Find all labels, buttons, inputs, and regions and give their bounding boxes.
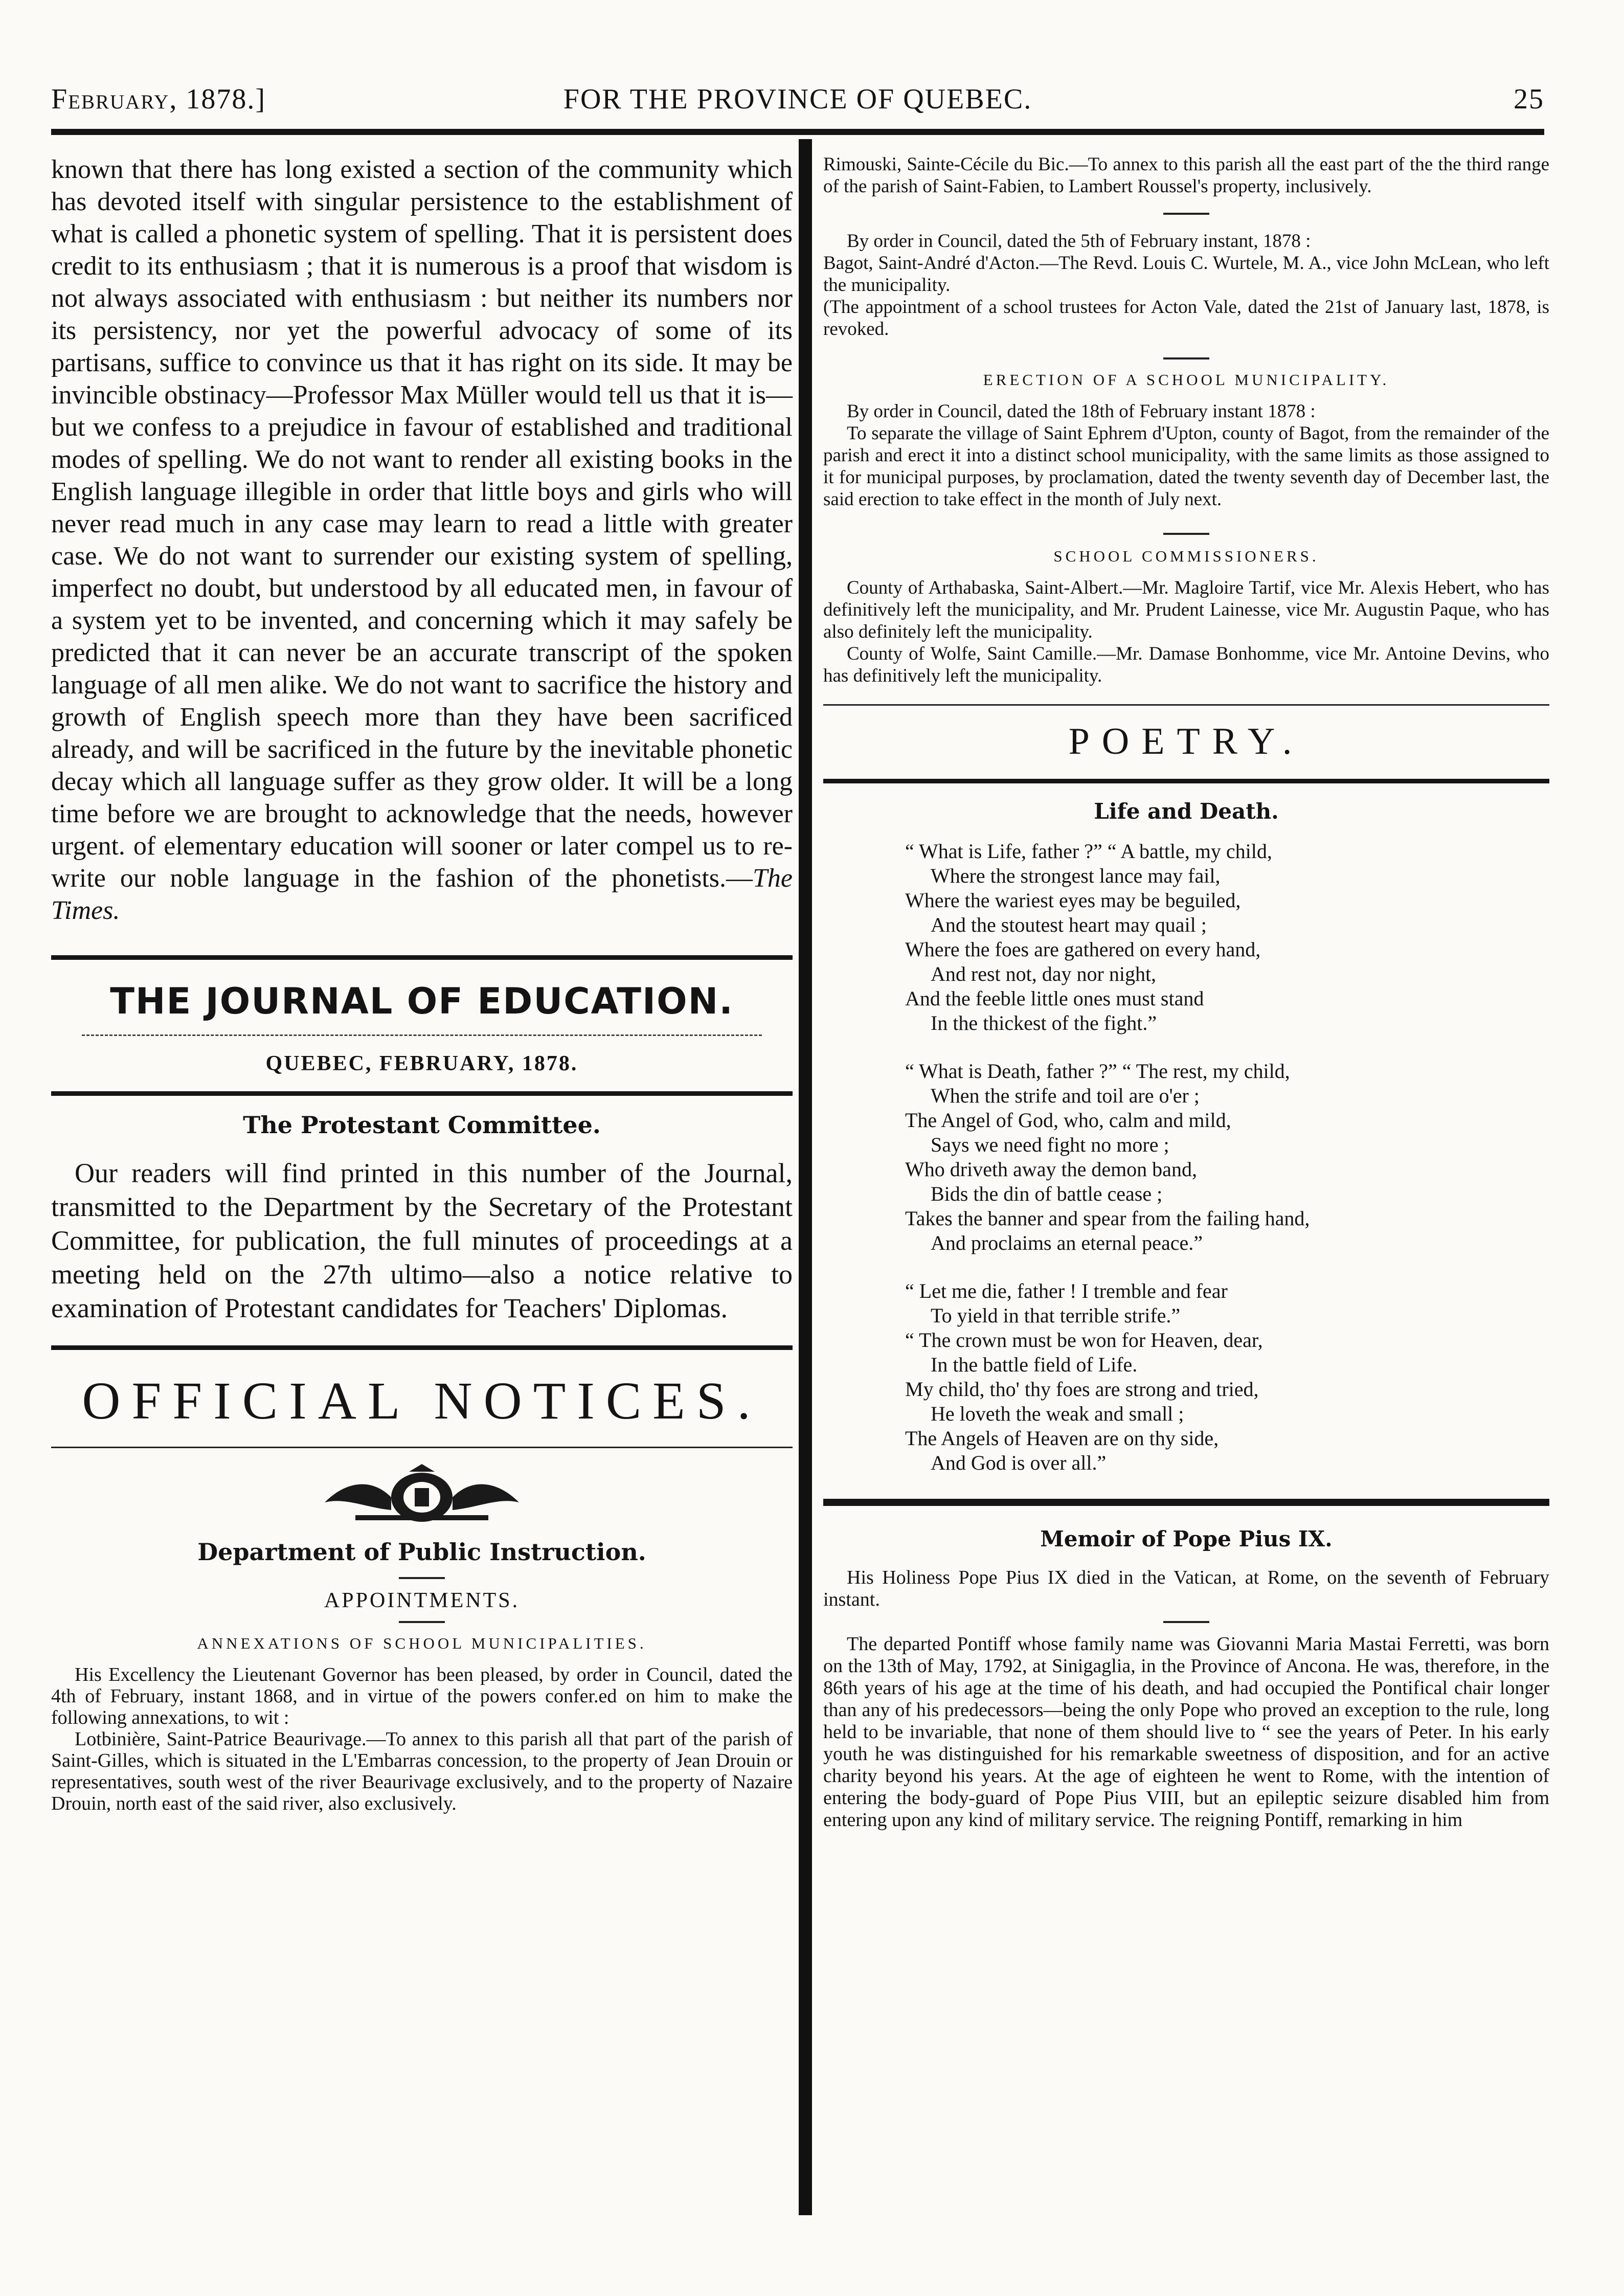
page-header [51, 72, 1544, 128]
article-text: known that there has long existed a section of the community which has devoted itself with singular persistence to the establishment of what is called a phonetic system of spelling. That it is persistent does credit to its enthusiasm ; that it is numerous is a proof that wisdom is not always associated with enthusiasm : but neither its numbers nor its persistency, nor yet the powerful advocacy of some of its partisans, suffice to convince us that it has right on its side. It may be invincible obstinacy—Professor Max Müller would tell us that it is—but we confess to a prejudice in favour of established and traditional modes of spelling. We do not want to render all existing books in the English language illegible in order that little boys and girls who will never read much in any case may learn to read a little with greater case. We do not want to surrender our existing system of spelling, imperfect no doubt, but understood by all educated men, in favour of a system yet to be invented, and concerning which it may safely be predicted that it can never be an accurate transcript of the spoken language of all men alike. We do not want to sacrifice the history and growth of English speech more than they have been sacrificed already, and will be sacrificed in the future by the inevitable phonetic decay which all language suffer as they grow older. It will be a long time before we are brought to acknowledge that the needs, however urgent. of elementary education will sooner or later compel us to re-write our noble language in the fashion of the phonetists.— [51, 155, 793, 893]
short-rule [399, 1577, 445, 1579]
order-in-council-5th: By order in Council, dated the 5th of February instant, 1878 : [847, 231, 1311, 252]
poem-line: Where the foes are gathered on every hand, [905, 938, 1261, 961]
short-rule [1163, 533, 1209, 535]
coat-of-arms-ornament [314, 1461, 529, 1528]
header-date: February, 1878.] [51, 83, 266, 115]
poem-line: Where the wariest eyes may be beguiled, [905, 889, 1241, 912]
commissioners-heading: SCHOOL COMMISSIONERS. [1053, 547, 1319, 565]
short-rule [1163, 1621, 1209, 1623]
annexation-rimouski: Rimouski, Sainte-Cécile du Bic.—To annex to this parish all the east part of the the third range of the parish of Saint-Fabien, to Lambert Roussel's property, inclusively. [823, 154, 1549, 197]
commissioners-arthabaska: County of Arthabaska, Saint-Albert.—Mr. Magloire Tartif, vice Mr. Alexis Hebert, who has definitively left the municipality, and Mr. Prudent Lainesse, vice Mr. Augustin Paque, who has also definitely left the municipality. [823, 577, 1549, 642]
journal-title: THE JOURNAL OF EDUCATION. [110, 980, 734, 1022]
column-divider [799, 139, 812, 2215]
poem-title: Life and Death. [1094, 799, 1279, 824]
protestant-committee-text: Our readers will find printed in this number of the Journal, transmitted to the Department by the Secretary of the Protestant Committee, for publication, the full minutes of proceedings at a meeting held on the 27th ultimo—also a notice relative to examination of Protestant candidates for Teachers' Diplomas. [51, 1158, 793, 1323]
poem-line: And rest not, day nor night, [931, 962, 1157, 985]
header-title: FOR THE PROVINCE OF QUEBEC. [563, 83, 1032, 115]
poem-line: When the strife and toil are o'er ; [931, 1084, 1200, 1107]
short-rule [399, 1621, 445, 1623]
order-in-council-18th: By order in Council, dated the 18th of February instant 1878 : [847, 401, 1316, 422]
memoir-intro: His Holiness Pope Pius IX died in the Vatican, at Rome, on the seventh of February instant. [823, 1567, 1549, 1610]
poem-line: And proclaims an eternal peace.” [931, 1231, 1203, 1254]
poetry-heading: POETRY. [1068, 721, 1304, 762]
article-source: The Times. [51, 864, 793, 925]
department-heading: Department of Public Instruction. [197, 1538, 646, 1566]
poem-line: “ What is Life, father ?” “ A battle, my child, [905, 840, 1272, 863]
section-rule [51, 1345, 793, 1350]
poem-line: Bids the din of battle cease ; [931, 1182, 1163, 1205]
section-rule [823, 704, 1549, 706]
section-rule [51, 1091, 793, 1096]
poem-life-and-death [905, 839, 1549, 1475]
section-rule [51, 1447, 793, 1448]
poem-line: “ What is Death, father ?” “ The rest, my child, [905, 1060, 1290, 1083]
memoir-text: The departed Pontiff whose family name was Giovanni Maria Mastai Ferretti, was born on the 13th of May, 1792, at Sinigaglia, in the Province of Ancona. He was, therefore, in the 86th years of his age at the time of his death, and had occupied the Pontifical chair longer than any of his predecessors—being the only Pope who proved an exception to the rule, long held to be invariable, that none of them should live to “ see the years of Peter. In his early youth he was distinguished for his remarkable sweetness of disposition, and for an active charity beyond his years. At the age of eighteen he went to Rome, with the intention of entering the body-guard of Pope Pius VIII, but an epileptic seizure disabled him from entering upon any kind of military service. The reigning Pontiff, remarking in him [823, 1633, 1549, 1831]
poem-line: To yield in that terrible strife.” [931, 1304, 1181, 1327]
poem-stanza [905, 839, 1549, 1036]
left-column [51, 153, 793, 1814]
erection-upton: To separate the village of Saint Ephrem d'Upton, county of Bagot, from the remainder of the parish and erect it into a distinct school municipality, with the same limits as those assigned to it for municipal purposes, by proclamation, dated the twenty seventh day of December last, the said erection to take effect in the month of July next. [823, 423, 1549, 510]
poem-line: Where the strongest lance may fail, [931, 864, 1221, 887]
page-number: 25 [1514, 83, 1544, 115]
poem-line: Says we need fight no more ; [931, 1133, 1169, 1156]
poem-stanza [905, 1279, 1549, 1475]
dotted-rule [82, 1034, 762, 1036]
poem-stanza [905, 1059, 1549, 1255]
poem-line: And the stoutest heart may quail ; [931, 913, 1207, 936]
poem-line: In the battle field of Life. [931, 1353, 1138, 1376]
short-rule [1163, 357, 1209, 359]
memoir-heading: Memoir of Pope Pius IX. [1040, 1526, 1333, 1551]
protestant-committee-heading: The Protestant Committee. [243, 1111, 601, 1139]
article-phonetic-spelling [51, 153, 793, 927]
poem-line: The Angel of God, who, calm and mild, [905, 1109, 1231, 1132]
poem-line: The Angels of Heaven are on thy side, [905, 1427, 1219, 1450]
erection-heading: ERECTION OF A SCHOOL MUNICIPALITY. [983, 371, 1390, 389]
appointments-heading: APPOINTMENTS. [324, 1589, 520, 1612]
commissioners-wolfe: County of Wolfe, Saint Camille.—Mr. Damase Bonhomme, vice Mr. Antoine Devins, who has definitively left the municipality. [823, 643, 1549, 686]
short-rule [1163, 213, 1209, 215]
section-rule [51, 955, 793, 960]
annexation-lotbiniere: Lotbinière, Saint-Patrice Beaurivage.—To annex to this parish all that part of the parish of Saint-Gilles, which is situated in the L'Embarras concession, to the property of Jean Drouin or representatives, south west of the river Beaurivage exclusively, and to the property of Nazaire Drouin, north east of the said river, also exclusively. [51, 1728, 793, 1814]
poem-line: “ Let me die, father ! I tremble and fear [905, 1279, 1228, 1302]
poem-line: He loveth the weak and small ; [931, 1402, 1184, 1425]
poem-line: “ The crown must be won for Heaven, dear, [905, 1329, 1263, 1352]
appointment-bagot: Bagot, Saint-André d'Acton.—The Revd. Louis C. Wurtele, M. A., vice John McLean, who left the municipality. [823, 253, 1549, 296]
poem-line: In the thickest of the fight.” [931, 1011, 1157, 1034]
poem-line: And God is over all.” [931, 1451, 1107, 1474]
section-rule [823, 1499, 1549, 1506]
annexations-heading: ANNEXATIONS OF SCHOOL MUNICIPALITIES. [197, 1634, 647, 1652]
appointment-revoked: (The appointment of a school trustees for Acton Vale, dated the 21st of January last, 1878, is revoked. [823, 297, 1549, 340]
poem-line: My child, tho' thy foes are strong and tried, [905, 1378, 1259, 1401]
annexations-intro: His Excellency the Lieutenant Governor has been pleased, by order in Council, dated the 4th of February, instant 1868, and in virtue of the powers confer.ed on him to make the following annexations, to wit : [51, 1664, 793, 1728]
poem-line: And the feeble little ones must stand [905, 987, 1204, 1010]
right-column [823, 153, 1549, 1831]
dateline: QUEBEC, FEBRUARY, 1878. [265, 1052, 578, 1075]
header-rule [51, 129, 1544, 135]
section-rule [823, 779, 1549, 783]
official-notices-heading: OFFICIAL NOTICES. [82, 1371, 762, 1430]
poem-line: Who driveth away the demon band, [905, 1158, 1197, 1181]
poem-line: Takes the banner and spear from the failing hand, [905, 1207, 1310, 1230]
